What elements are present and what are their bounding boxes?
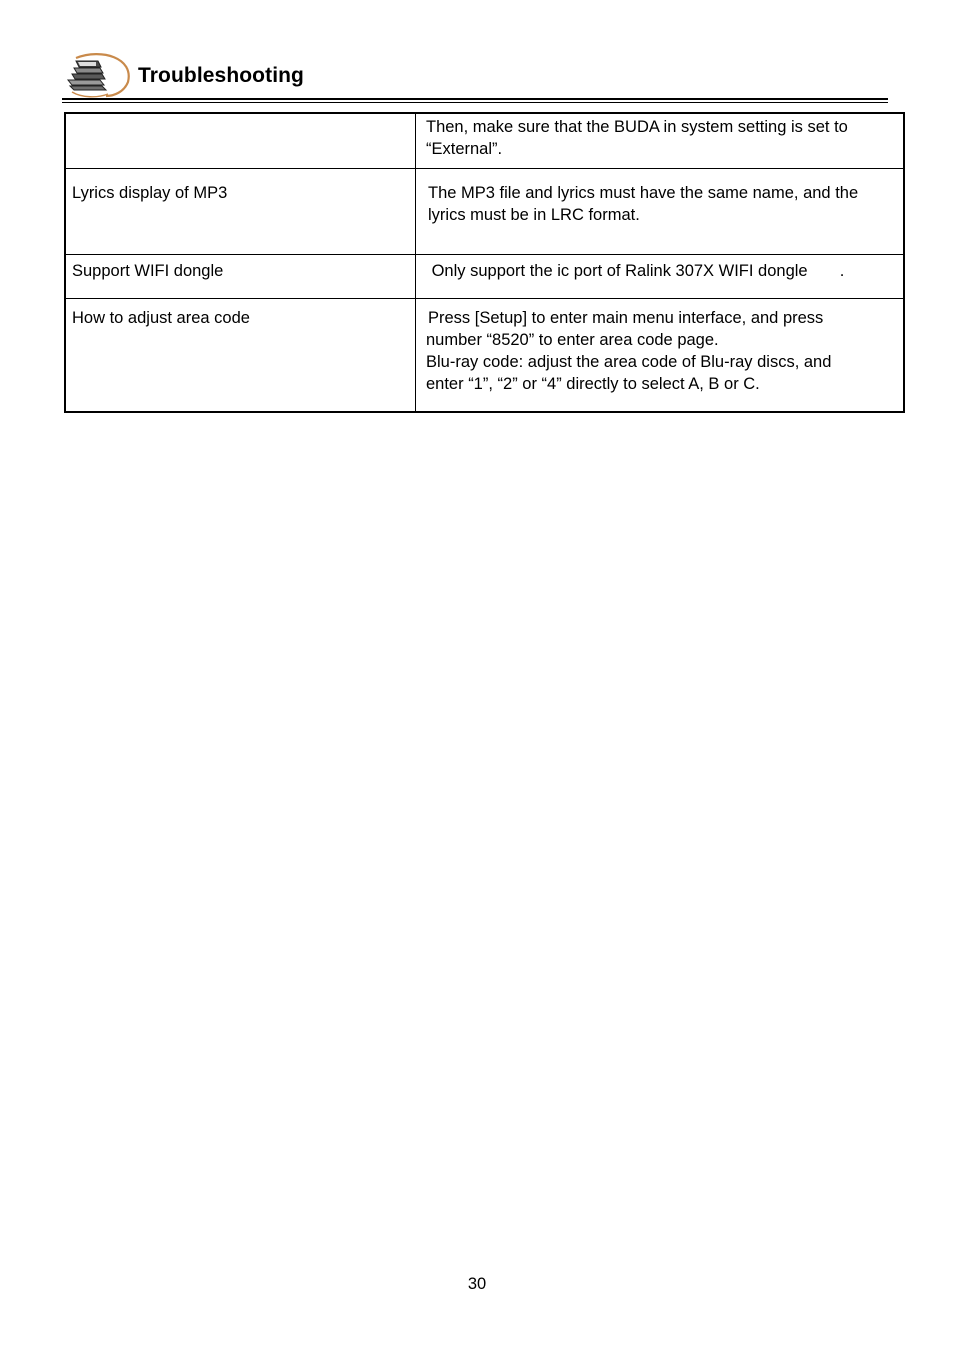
solution-line: Only support the ic port of Ralink 307X WIFI dongle .	[427, 262, 845, 280]
solution-line: Blu-ray code: adjust the area code of Blu-ray discs, and	[426, 353, 832, 371]
solution-line: The MP3 file and lyrics must have the same name, and the	[428, 184, 859, 202]
solution-cell	[416, 255, 905, 299]
problem-cell: How to adjust area code	[65, 299, 416, 413]
page-header	[62, 52, 888, 104]
solution-line: enter “1”, “2” or “4” directly to select A, B or C.	[426, 375, 760, 393]
solution-cell	[416, 169, 905, 255]
page-number: 30	[467, 1275, 487, 1293]
table-row	[65, 113, 904, 169]
solution-line: Then, make sure that the BUDA in system setting is set to	[426, 118, 848, 136]
problem-cell: Support WIFI dongle	[65, 255, 416, 299]
table-row	[65, 299, 904, 413]
header-rule-thin	[62, 102, 888, 103]
troubleshooting-table	[64, 112, 905, 413]
page-title: Troubleshooting	[138, 64, 304, 87]
solution-cell	[416, 299, 905, 413]
solution-line: “External”.	[426, 140, 503, 158]
header-rule	[62, 98, 888, 100]
books-icon	[62, 52, 134, 98]
table-row	[65, 169, 904, 255]
solution-line: number “8520” to enter area code page.	[426, 331, 719, 349]
solution-line: Press [Setup] to enter main menu interface, and press	[428, 309, 824, 327]
problem-cell	[65, 113, 416, 169]
problem-cell: Lyrics display of MP3	[65, 169, 416, 255]
solution-line: lyrics must be in LRC format.	[428, 206, 640, 224]
table-row	[65, 255, 904, 299]
solution-cell	[416, 113, 905, 169]
